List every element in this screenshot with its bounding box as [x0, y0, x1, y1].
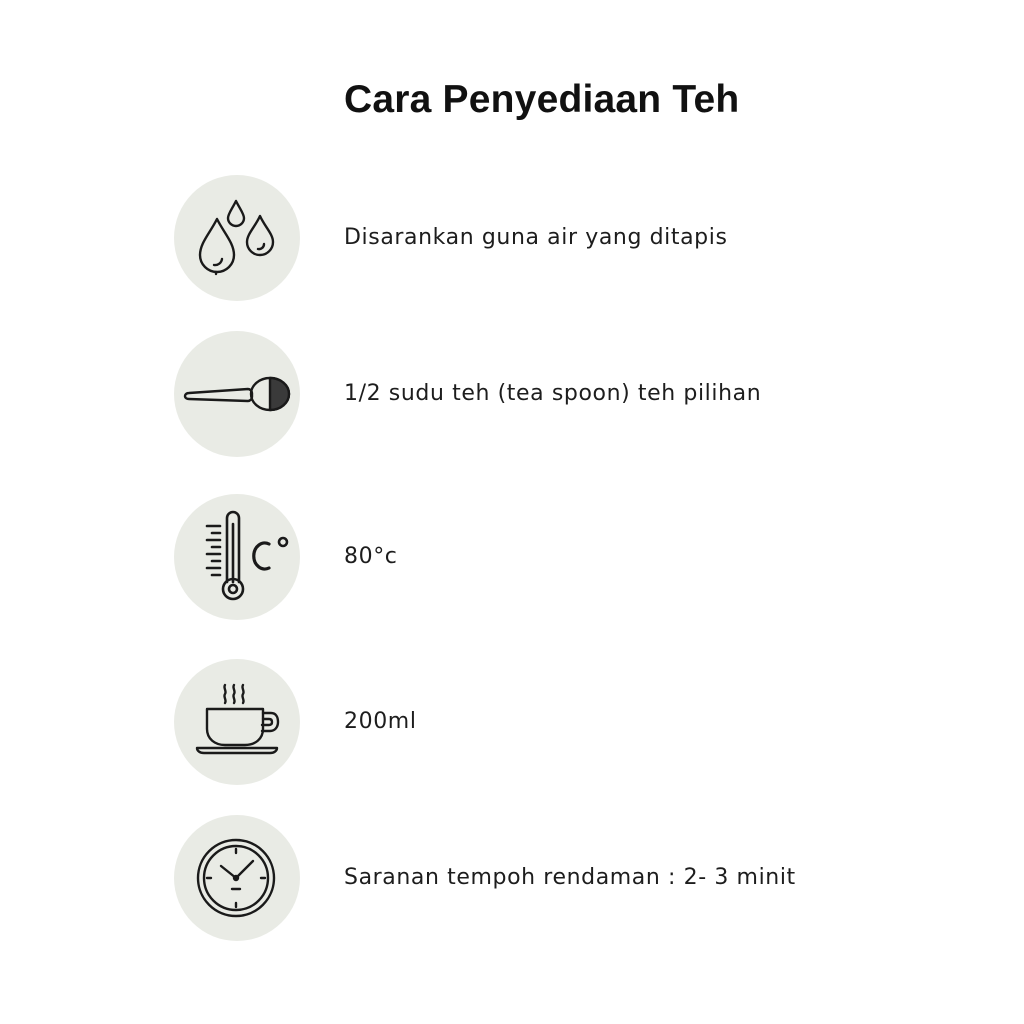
step-filtered-water	[0, 175, 1024, 301]
clock-icon	[174, 815, 300, 941]
step-temperature	[0, 494, 1024, 620]
step-label: Saranan tempoh rendaman : 2- 3 minit	[344, 865, 796, 890]
icon-circle	[174, 815, 300, 941]
icon-circle	[174, 331, 300, 457]
step-label: Disarankan guna air yang ditapis	[344, 225, 728, 250]
step-tea-amount	[0, 331, 1024, 457]
tea-cup-icon	[174, 659, 300, 785]
water-drops-icon	[174, 175, 300, 301]
spoon-icon	[174, 331, 300, 457]
icon-circle	[174, 175, 300, 301]
step-label: 80°c	[344, 544, 398, 569]
step-steep-time	[0, 815, 1024, 941]
step-label: 1/2 sudu teh (tea spoon) teh pilihan	[344, 381, 762, 406]
thermometer-icon	[174, 494, 300, 620]
step-volume	[0, 659, 1024, 785]
icon-circle	[174, 494, 300, 620]
icon-circle	[174, 659, 300, 785]
step-label: 200ml	[344, 709, 417, 734]
page-title: Cara Penyediaan Teh	[344, 78, 740, 121]
